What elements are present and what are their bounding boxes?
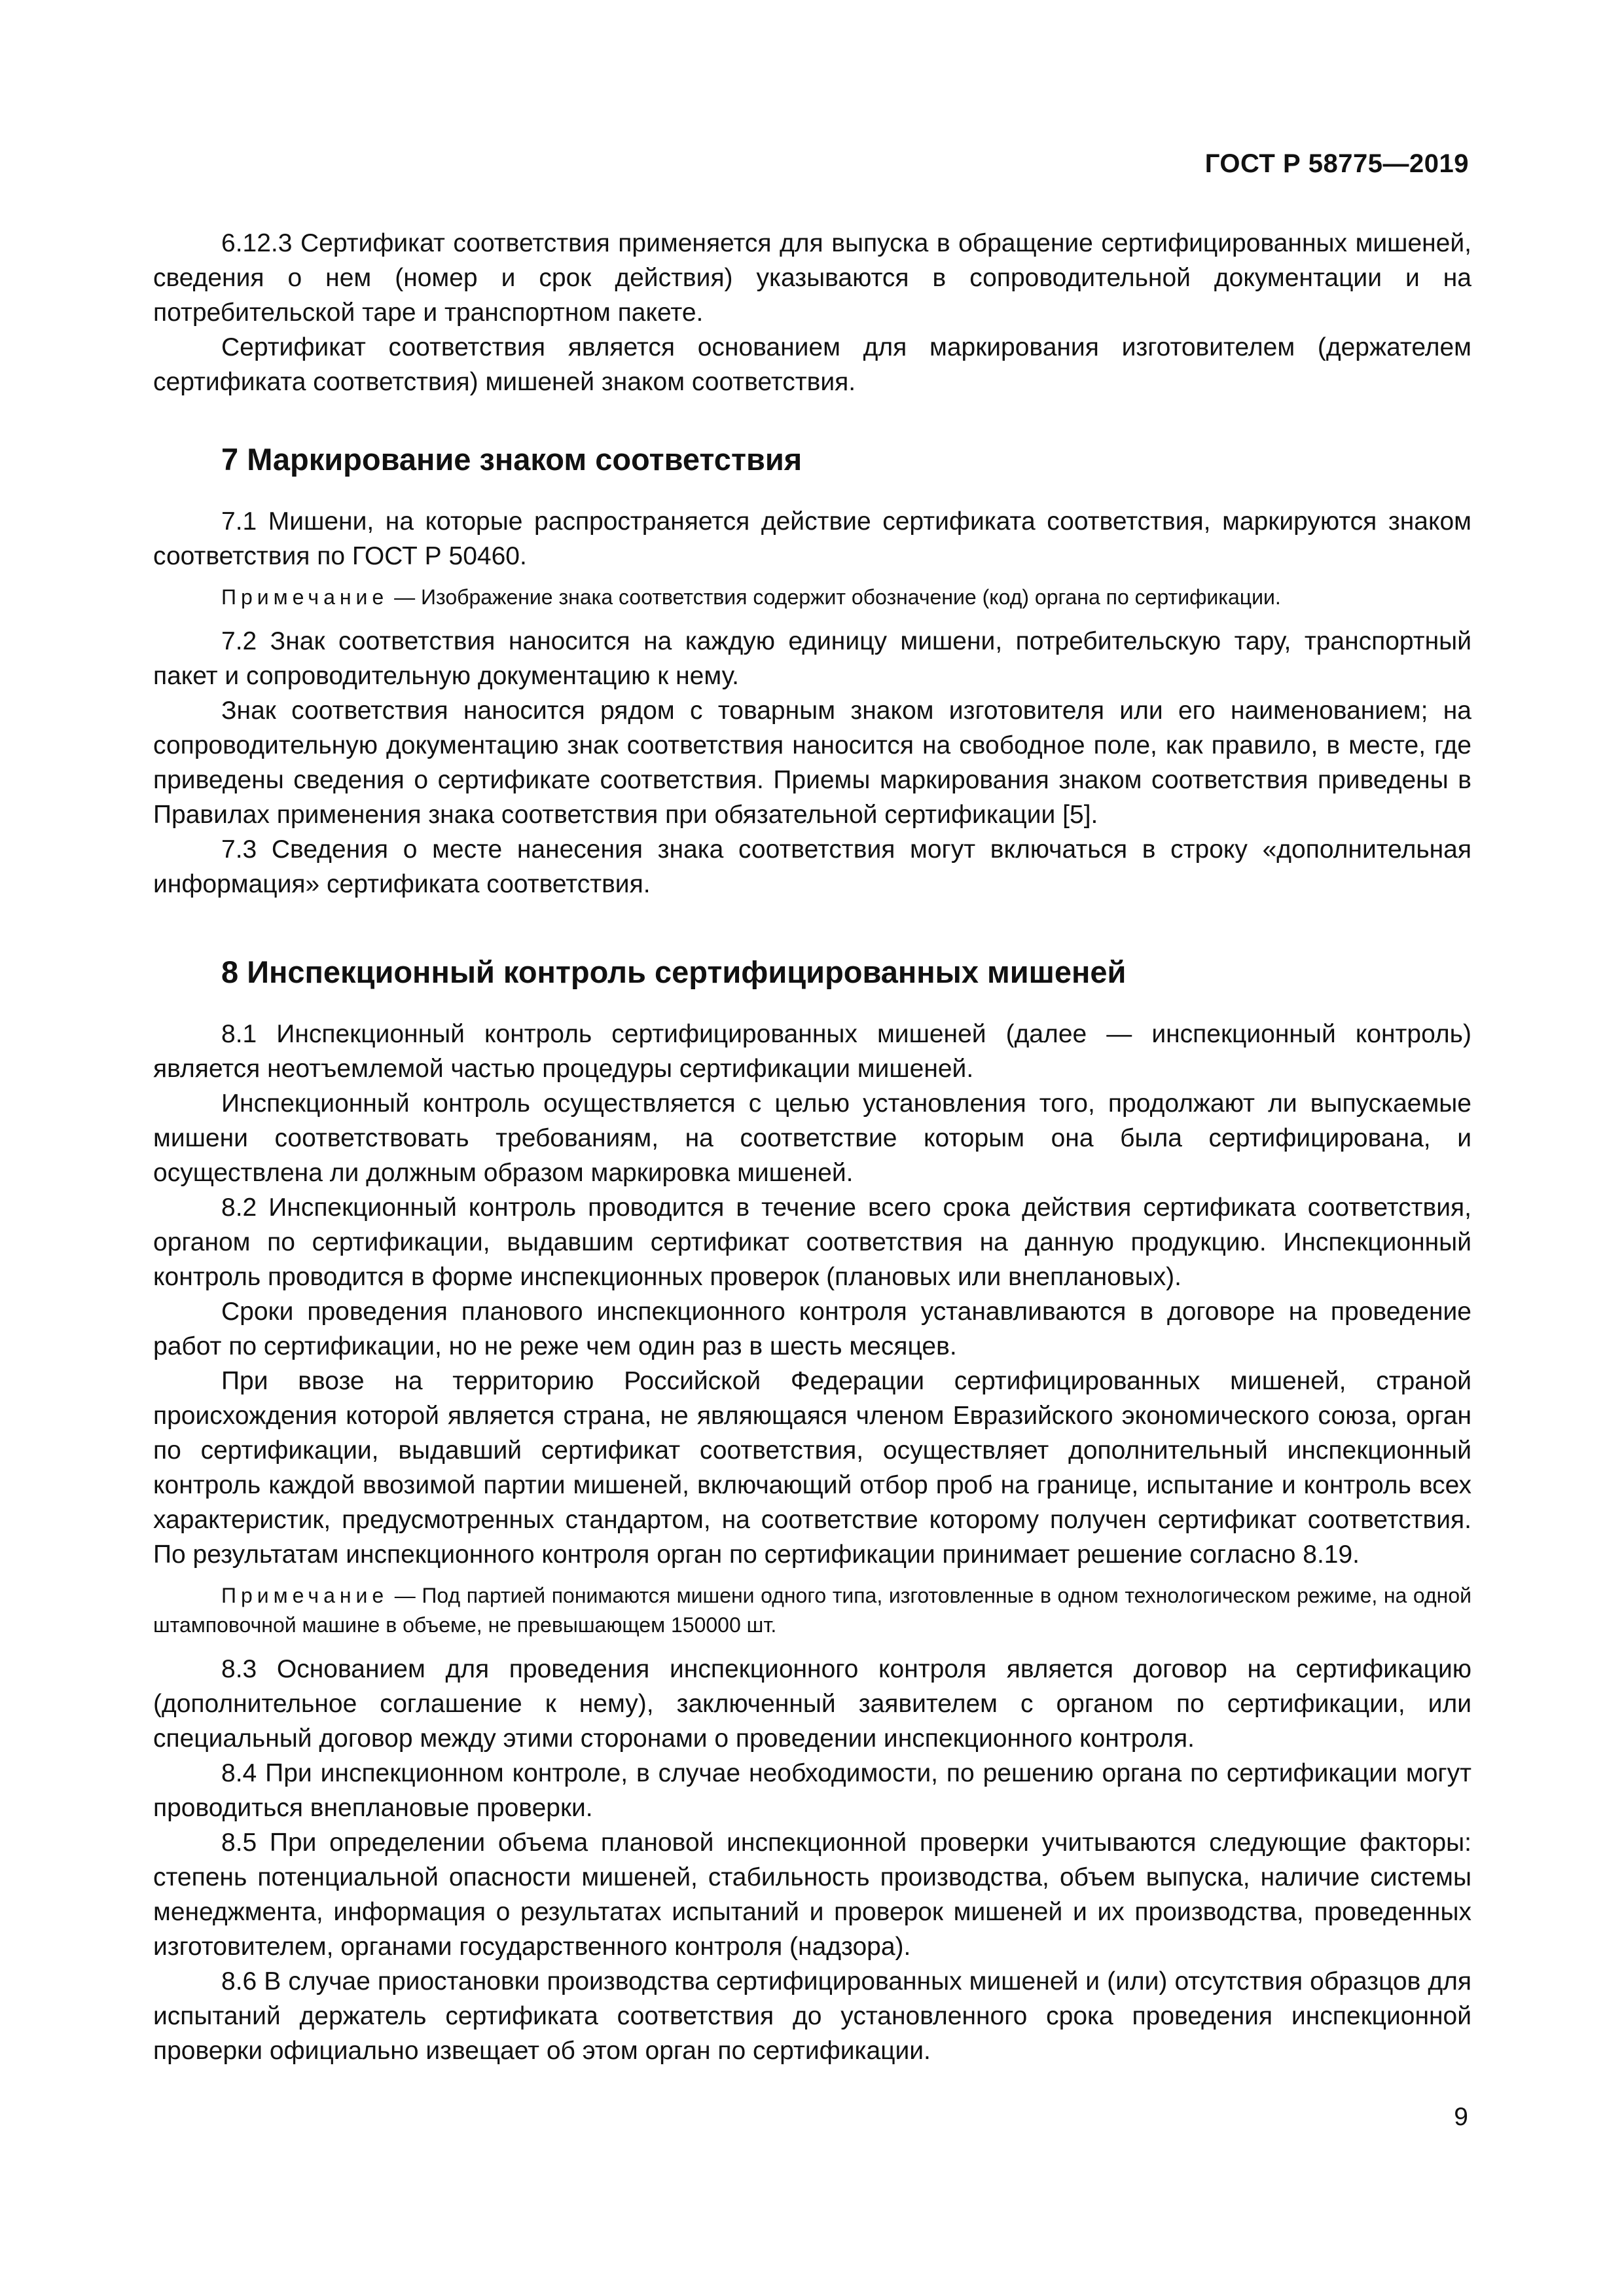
- paragraph-7-1: 7.1 Мишени, на которые распространяется действие сертификата соответствия, маркируются знаком соответствия по ГОСТ Р 50460.: [153, 507, 1471, 570]
- note-8-2: [153, 1581, 1471, 1640]
- paragraph-8-2: 8.2 Инспекционный контроль проводится в течение всего срока действия сертификата соответствия, органом по сертификации, выдавшим сертификат соответствия на данную продукцию. Инспекционный контроль проводится в форме инспекционных проверок (плановых или внеплановых).: [153, 1194, 1471, 1291]
- paragraph-8-2-import: При ввозе на территорию Российской Федерации сертифицированных мишеней, страной происхождения которой является страна, не являющаяся членом Евразийского экономического союза, орган по сертификации, выдавший сертификат соответствия, осуществляет дополнительный инспекционный контроль каждой ввозимой партии мишеней, включающий отбор проб на границе, испытание и контроль всех характеристик, предусмотренных стандартом, на соответствие которому получен сертификат соответствия. По результатам инспекционного контроля орган по сертификации принимает решение согласно 8.19.: [153, 1367, 1471, 1569]
- paragraph-8-1: 8.1 Инспекционный контроль сертифицированных мишеней (далее — инспекционный контроль) является неотъемлемой частью процедуры сертификации мишеней.: [153, 1020, 1471, 1083]
- paragraph-7-2-placement: Знак соответствия наносится рядом с товарным знаком изготовителя или его наименованием; на сопроводительную документацию знак соответствия наносится на свободное поле, как правило, в месте, где приведены сведения о сертификате соответствия. Приемы маркирования знаком соответствия приведены в Правилах применения знака соответствия при обязательной сертификации [5].: [153, 697, 1471, 829]
- note-text: — Изображение знака соответствия содержит обозначение (код) органа по сертификации.: [388, 585, 1281, 609]
- paragraph-8-3: 8.3 Основанием для проведения инспекционного контроля является договор на сертификацию (дополнительное соглашение к нему), заключенный заявителем с органом по сертификации, или специальный договор между этими сторонами о проведении инспекционного контроля.: [153, 1655, 1471, 1753]
- page-number: 9: [1454, 2103, 1468, 2131]
- paragraph-certificate-basis: Сертификат соответствия является основанием для маркирования изготовителем (держателем сертификата соответствия) мишеней знаком соответствия.: [153, 333, 1471, 396]
- paragraph-8-2-schedule: Сроки проведения планового инспекционного контроля устанавливаются в договоре на проведение работ по сертификации, но не реже чем один раз в шесть месяцев.: [153, 1298, 1471, 1360]
- section-heading-7: 7 Маркирование знаком соответствия: [221, 442, 803, 477]
- note-7-1: [153, 583, 1471, 612]
- page-body: [153, 226, 1471, 2068]
- paragraph-7-3: 7.3 Сведения о месте нанесения знака соответствия могут включаться в строку «дополнительная информация» сертификата соответствия.: [153, 835, 1471, 898]
- note-label: Примечание: [221, 585, 389, 609]
- note-text: — Под партией понимаются мишени одного типа, изготовленные в одном технологическом режиме, на одной штамповочной машине в объеме, не превышающем 150000 шт.: [153, 1584, 1471, 1637]
- paragraph-8-5: 8.5 При определении объема плановой инспекционной проверки учитываются следующие факторы: степень потенциальной опасности мишеней, стабильность производства, объем выпуска, наличие системы менеджмента, информация о результатах испытаний и проверок мишеней и их производства, проведенных изготовителем, органами государственного контроля (надзора).: [153, 1829, 1471, 1961]
- paragraph-7-2: 7.2 Знак соответствия наносится на каждую единицу мишени, потребительскую тару, транспортный пакет и сопроводительную документацию к нему.: [153, 627, 1471, 690]
- paragraph-6-12-3: 6.12.3 Сертификат соответствия применяется для выпуска в обращение сертифицированных мишеней, сведения о нем (номер и срок действия) указываются в сопроводительной документации и на потребительской таре и транспортном пакете.: [153, 229, 1471, 327]
- paragraph-8-6: 8.6 В случае приостановки производства сертифицированных мишеней и (или) отсутствия образцов для испытаний держатель сертификата соответствия до установленного срока проведения инспекционной проверки официально извещает об этом орган по сертификации.: [153, 1967, 1471, 2065]
- paragraph-8-4: 8.4 При инспекционном контроле, в случае необходимости, по решению органа по сертификации могут проводиться внеплановые проверки.: [153, 1759, 1471, 1822]
- note-label: Примечание: [221, 1584, 389, 1607]
- section-heading-8: 8 Инспекционный контроль сертифицированных мишеней: [221, 955, 1127, 989]
- paragraph-8-1-purpose: Инспекционный контроль осуществляется с целью установления того, продолжают ли выпускаемые мишени соответствовать требованиям, на соответствие которым она была сертифицирована, и осуществлена ли должным образом маркировка мишеней.: [153, 1089, 1471, 1187]
- document-code-header: ГОСТ Р 58775—2019: [1204, 149, 1469, 178]
